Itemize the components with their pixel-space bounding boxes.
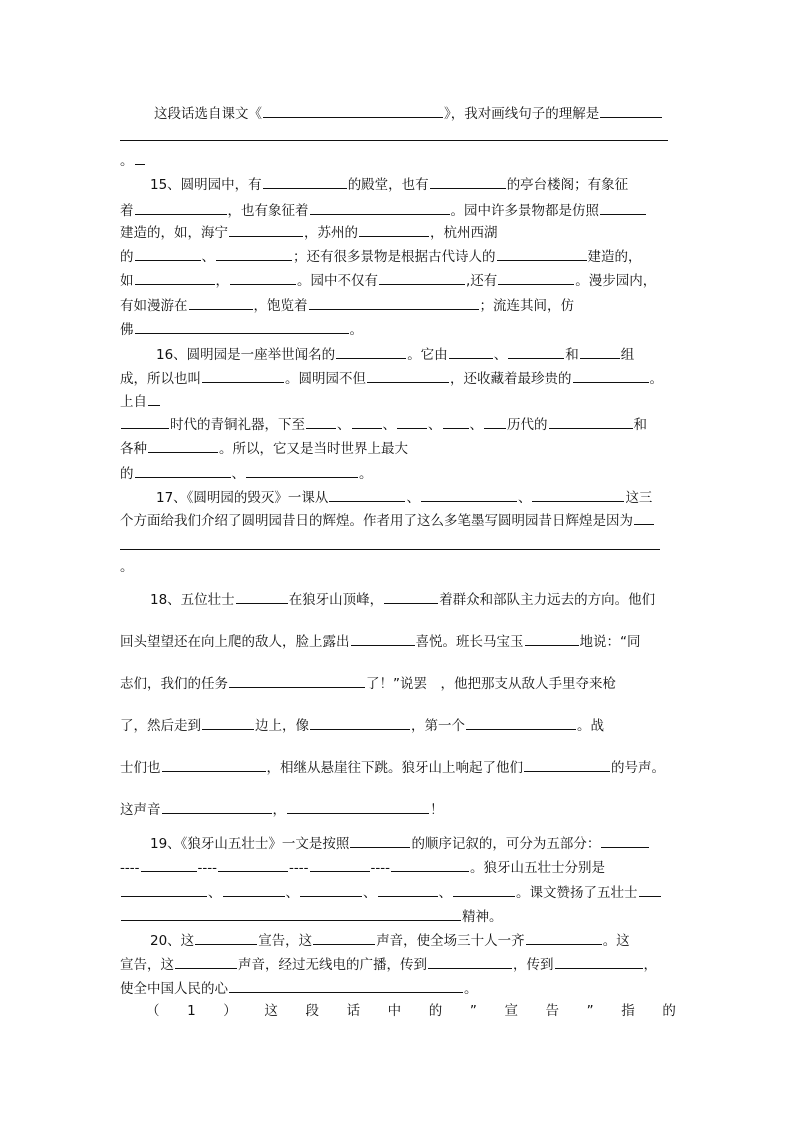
q18-text: 志们，我们的任务 <box>120 676 228 692</box>
sub-char: 告 <box>545 1003 560 1019</box>
intro-line-1 <box>154 103 663 123</box>
q19-text: ---- <box>197 860 217 876</box>
q20-sub-question-1 <box>146 1002 676 1020</box>
blank[interactable] <box>526 930 602 945</box>
blank[interactable] <box>378 882 438 897</box>
q15-text: 的 <box>120 249 134 265</box>
blank[interactable] <box>397 414 427 429</box>
q18-line-5 <box>120 757 665 777</box>
blank-lesson-title[interactable] <box>263 103 443 118</box>
q16-text: 组 <box>620 347 635 363</box>
blank[interactable] <box>162 799 272 814</box>
q19-text: 。课文赞扬了五壮士 <box>516 885 638 901</box>
q16-text: 上自 <box>120 394 147 410</box>
q15-line-6 <box>120 295 574 315</box>
answer-rule-q17[interactable] <box>120 549 660 550</box>
q20-text: ， <box>643 957 657 973</box>
q15-text: 佛 <box>120 322 134 338</box>
q18-text: 地说：“同 <box>579 634 641 650</box>
blank[interactable] <box>449 344 493 359</box>
q18-text: ，相继从悬崖往下跳。狼牙山上响起了他们 <box>266 760 523 776</box>
q18-line-2 <box>120 631 641 651</box>
q17-line-2 <box>120 510 655 530</box>
q20-text: 宣告，这 <box>258 933 313 949</box>
blank[interactable] <box>218 857 288 872</box>
q16-line-4 <box>120 414 647 434</box>
q19-line-1 <box>150 833 650 853</box>
q19-text: 、 <box>363 885 377 901</box>
blank[interactable] <box>216 246 292 261</box>
blank[interactable] <box>236 589 288 604</box>
q16-text: ，还收藏着最珍贵的 <box>450 371 572 387</box>
q20-text: 声音，经过无线电的广播，传到 <box>238 957 427 973</box>
q17-text: 这三 <box>625 490 653 506</box>
q15-text: 有如漫游在 <box>120 298 188 314</box>
q17-line-1 <box>156 487 652 507</box>
q19-text: ---- <box>120 860 140 876</box>
q18-text: 了！”说罢 ，他把那支从敌人手里夺来枪 <box>366 676 616 692</box>
q18-line-3 <box>120 673 616 693</box>
blank[interactable] <box>580 344 620 359</box>
blank[interactable] <box>391 857 469 872</box>
blank[interactable] <box>359 222 429 237</box>
q16-text: 、 <box>382 417 396 433</box>
q19-text: 19、《狼牙山五壮士》一文是按照 <box>150 836 350 852</box>
sub-char: 这 <box>264 1003 278 1019</box>
blank[interactable] <box>601 833 649 848</box>
blank[interactable] <box>300 882 362 897</box>
blank[interactable] <box>121 414 169 429</box>
blank[interactable] <box>287 799 429 814</box>
q19-line-2 <box>120 857 605 877</box>
q18-text: 的号声。 <box>611 760 665 776</box>
q16-text: 、 <box>337 417 351 433</box>
blank[interactable] <box>329 487 405 502</box>
blank[interactable] <box>484 414 506 429</box>
intro-text-c: 。 <box>120 153 134 169</box>
q20-text: 20、这 <box>150 933 195 949</box>
sub-char: 段 <box>305 1003 319 1019</box>
q18-text: 回头望望还在向上爬的敌人，脸上露出 <box>120 634 350 650</box>
q18-text: 喜悦。班长马宝玉 <box>415 634 524 650</box>
blank[interactable] <box>428 954 512 969</box>
blank[interactable] <box>195 930 257 945</box>
q18-line-6 <box>120 799 444 819</box>
q20-line-2 <box>120 954 657 974</box>
q16-line-6 <box>120 463 373 483</box>
blank[interactable] <box>135 246 201 261</box>
blank[interactable] <box>498 270 574 285</box>
q16-text: 。 <box>359 466 373 482</box>
q16-text: 。所以，它又是当时世界上最大 <box>219 441 408 457</box>
blank[interactable] <box>246 463 358 478</box>
blank[interactable] <box>229 673 365 688</box>
q15-text: 建造的， <box>587 249 642 265</box>
blank[interactable] <box>639 882 661 897</box>
q15-text: 15、圆明园中，有 <box>150 177 262 193</box>
q17-text: 。 <box>120 559 134 575</box>
q20-text: 使全中国人民的心 <box>120 981 228 997</box>
q18-text: 。战 <box>577 718 604 734</box>
q18-text: 了，然后走到 <box>120 718 201 734</box>
q16-text: 和 <box>565 347 579 363</box>
blank[interactable] <box>555 954 643 969</box>
blank[interactable] <box>384 589 438 604</box>
q19-text: ---- <box>370 860 390 876</box>
q20-line-1 <box>150 930 630 950</box>
q16-text: 时代的青铜礼器，下至 <box>170 417 305 433</box>
blank[interactable] <box>524 757 610 772</box>
q16-text: 各种 <box>120 441 147 457</box>
q15-text: 如 <box>120 273 134 289</box>
q15-line-4 <box>120 246 642 266</box>
blank[interactable] <box>189 295 253 310</box>
q15-text: 。园中不仅有 <box>297 273 378 289</box>
q20-text: 宣告，这 <box>120 957 174 973</box>
sub-char: （ <box>146 1003 160 1019</box>
blank[interactable] <box>549 414 633 429</box>
blank[interactable] <box>135 463 231 478</box>
blank[interactable] <box>230 270 296 285</box>
blank[interactable] <box>532 487 624 502</box>
q18-text: 着群众和部队主力远去的方向。他们 <box>439 592 656 608</box>
q16-text: 16、圆明园是一座举世闻名的 <box>156 347 336 363</box>
q19-text: 、 <box>438 885 452 901</box>
q16-line-2 <box>120 368 663 388</box>
q16-line-1 <box>156 344 634 364</box>
answer-rule-intro[interactable] <box>120 140 668 141</box>
blank[interactable] <box>443 414 469 429</box>
q18-text: 在狼牙山顶峰， <box>288 592 384 608</box>
q19-text: 的顺序记叙的，可分为五部分： <box>411 836 601 852</box>
intro-line-3 <box>120 150 146 170</box>
q19-text: 精神。 <box>462 909 503 925</box>
q20-text: 。这 <box>602 933 630 949</box>
intro-text-b: 》，我对画线句子的理解是 <box>444 106 600 122</box>
blank[interactable] <box>351 631 415 646</box>
q15-text: 、 <box>201 249 215 265</box>
q15-text: ，也有象征着 <box>227 203 309 219</box>
q18-text: ，第一个 <box>411 718 465 734</box>
blank[interactable] <box>573 368 649 383</box>
q18-text: 这声音 <box>120 802 161 818</box>
q17-text: 个方面给我们介绍了圆明园昔日的辉煌。作者用了这么多笔墨写圆明园昔日辉煌是因为 <box>120 513 633 529</box>
q16-text: 、 <box>428 417 442 433</box>
q20-text: ，传到 <box>513 957 554 973</box>
blank[interactable] <box>453 882 515 897</box>
q16-text: 历代的 <box>507 417 548 433</box>
blank[interactable] <box>310 715 410 730</box>
q16-text: 。它由 <box>407 347 448 363</box>
q18-line-4 <box>120 715 604 735</box>
blank[interactable] <box>421 487 517 502</box>
q15-line-7 <box>120 319 363 339</box>
q18-text: 士们也 <box>120 760 161 776</box>
blank[interactable] <box>600 200 646 215</box>
q18-text: ！ <box>430 802 444 818</box>
sub-char: 1 <box>187 1003 196 1019</box>
blank[interactable] <box>497 246 587 261</box>
q19-line-3 <box>120 882 662 902</box>
blank[interactable] <box>306 414 336 429</box>
q15-text: 建造的，如，海宁 <box>120 225 228 241</box>
q15-text: 。漫步园内， <box>575 273 657 289</box>
sub-char: 中 <box>387 1003 402 1019</box>
blank[interactable] <box>430 174 506 189</box>
q15-text: ；流连其间，仿 <box>479 298 574 314</box>
sub-char: ” <box>469 1003 477 1019</box>
blank[interactable] <box>263 174 347 189</box>
blank[interactable] <box>310 857 370 872</box>
blank[interactable] <box>135 319 349 334</box>
q15-line-1 <box>150 174 628 194</box>
sub-char: 的 <box>428 1003 443 1019</box>
q16-line-3 <box>120 391 161 411</box>
q19-text: 、 <box>208 885 222 901</box>
q16-text: 。 <box>649 371 663 387</box>
blank[interactable] <box>466 715 576 730</box>
q15-text: 着 <box>120 203 134 219</box>
blank[interactable] <box>148 438 218 453</box>
q18-text: 18、五位壮士 <box>150 592 235 608</box>
blank[interactable] <box>148 391 160 406</box>
q15-text: 的亭台楼阁；有象征 <box>506 177 629 193</box>
sub-char: ） <box>223 1003 237 1019</box>
blank-intro-end[interactable] <box>135 150 145 165</box>
q17-text: 17、《圆明园的毁灭》一课从 <box>156 490 329 506</box>
blank[interactable] <box>135 270 215 285</box>
q15-line-5 <box>120 270 656 290</box>
blank[interactable] <box>135 200 227 215</box>
q16-line-5 <box>120 438 408 458</box>
sub-char: 指 <box>621 1003 635 1019</box>
sub-char: ” <box>586 1003 594 1019</box>
q15-text: ；还有很多景物是根据古代诗人的 <box>293 249 496 265</box>
q19-text: ---- <box>289 860 309 876</box>
q15-line-2 <box>120 200 647 220</box>
q16-text: 的 <box>120 466 134 482</box>
q18-line-1 <box>150 589 655 609</box>
q16-text: 和 <box>633 417 647 433</box>
intro-text-a: 这段话选自课文《 <box>154 106 262 122</box>
q15-text: 。 <box>349 322 363 338</box>
q17-text: 、 <box>406 490 420 506</box>
q15-text: ，苏州的 <box>304 225 358 241</box>
blank[interactable] <box>223 882 285 897</box>
q18-text: 边上，像 <box>255 718 309 734</box>
blank[interactable] <box>229 978 463 993</box>
blank[interactable] <box>121 906 461 921</box>
blank[interactable] <box>313 930 375 945</box>
blank[interactable] <box>202 715 254 730</box>
q20-text: 声音，使全场三十人一齐 <box>376 933 525 949</box>
q15-text: 的殿堂，也有 <box>347 177 429 193</box>
q15-line-3 <box>120 222 498 242</box>
blank[interactable] <box>336 344 406 359</box>
q19-text: 、 <box>285 885 299 901</box>
q16-text: 、 <box>469 417 483 433</box>
blank-understanding[interactable] <box>600 103 662 118</box>
blank[interactable] <box>310 200 450 215</box>
blank[interactable] <box>121 882 207 897</box>
q16-text: 。圆明园不但 <box>285 371 366 387</box>
blank[interactable] <box>379 270 465 285</box>
sub-char: 宣 <box>504 1003 518 1019</box>
q17-line-3 <box>120 558 134 576</box>
blank[interactable] <box>202 368 284 383</box>
blank[interactable] <box>634 510 654 525</box>
blank[interactable] <box>229 222 303 237</box>
blank[interactable] <box>525 631 579 646</box>
q17-text: 、 <box>517 490 532 506</box>
q20-text: 。 <box>464 981 478 997</box>
q15-text: 。园中许多景物都是仿照 <box>450 203 599 219</box>
blank[interactable] <box>352 414 382 429</box>
sub-char: 的 <box>662 1003 676 1019</box>
blank[interactable] <box>141 857 197 872</box>
q16-text: 、 <box>493 347 508 363</box>
q20-line-3 <box>120 978 478 998</box>
blank[interactable] <box>162 757 266 772</box>
q15-text: ，杭州西湖 <box>430 225 498 241</box>
q16-text: 成，所以也叫 <box>120 371 201 387</box>
q19-line-4 <box>120 906 503 926</box>
q15-text: ， <box>215 273 229 289</box>
blank[interactable] <box>350 833 410 848</box>
blank[interactable] <box>367 368 449 383</box>
q16-text: 、 <box>231 466 245 482</box>
blank[interactable] <box>175 954 237 969</box>
blank[interactable] <box>309 295 479 310</box>
q15-text: ，饱览着 <box>253 298 308 314</box>
q15-text: ,还有 <box>466 273 498 289</box>
q18-text: ， <box>272 802 286 818</box>
blank[interactable] <box>508 344 564 359</box>
sub-char: 话 <box>346 1003 361 1019</box>
q19-text: 。狼牙山五壮士分别是 <box>470 860 605 876</box>
